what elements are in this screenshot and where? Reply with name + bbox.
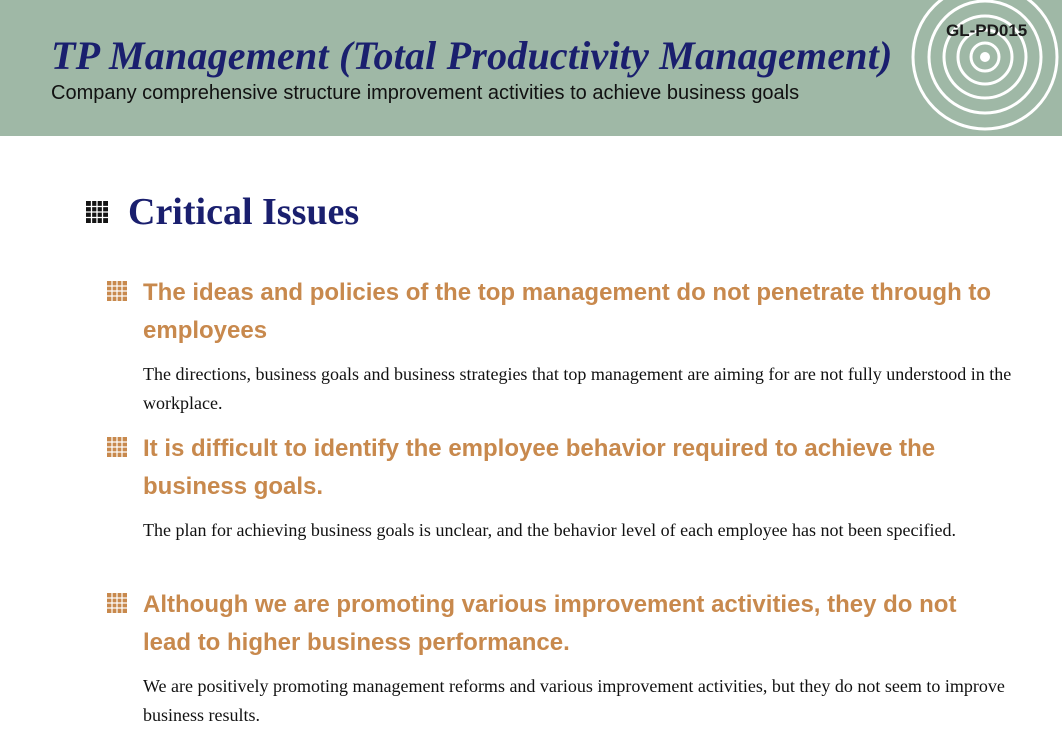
- document-code: GL-PD015: [946, 21, 1028, 40]
- issue-title: The ideas and policies of the top management do not penetrate through to employees: [143, 279, 992, 344]
- issue-item: [107, 430, 1027, 545]
- orange-grid-square-icon: [107, 593, 127, 613]
- issue-description: The plan for achieving business goals is unclear, and the behavior level of each employee has not been specified.: [143, 520, 956, 540]
- issue-item: [107, 586, 1027, 730]
- orange-grid-square-icon: [107, 281, 127, 301]
- dark-grid-square-icon: [86, 201, 108, 223]
- page-subtitle: Company comprehensive structure improvement activities to achieve business goals: [51, 82, 800, 104]
- issue-title: It is difficult to identify the employee behavior required to achieve the business goals.: [143, 435, 936, 500]
- issue-description: We are positively promoting management reforms and various improvement activities, but they do not seem to improve business results.: [143, 676, 1005, 725]
- issue-description: The directions, business goals and business strategies that top management are aiming for are not fully understood in the workplace.: [143, 364, 1012, 413]
- page-title: TP Management (Total Productivity Management): [51, 33, 893, 78]
- section-title: Critical Issues: [128, 191, 360, 233]
- issue-title: Although we are promoting various improvement activities, they do not lead to higher business performance.: [143, 591, 957, 656]
- issue-item: [107, 274, 1027, 418]
- section-heading: [86, 190, 359, 234]
- header-banner: [0, 0, 1062, 136]
- orange-grid-square-icon: [107, 437, 127, 457]
